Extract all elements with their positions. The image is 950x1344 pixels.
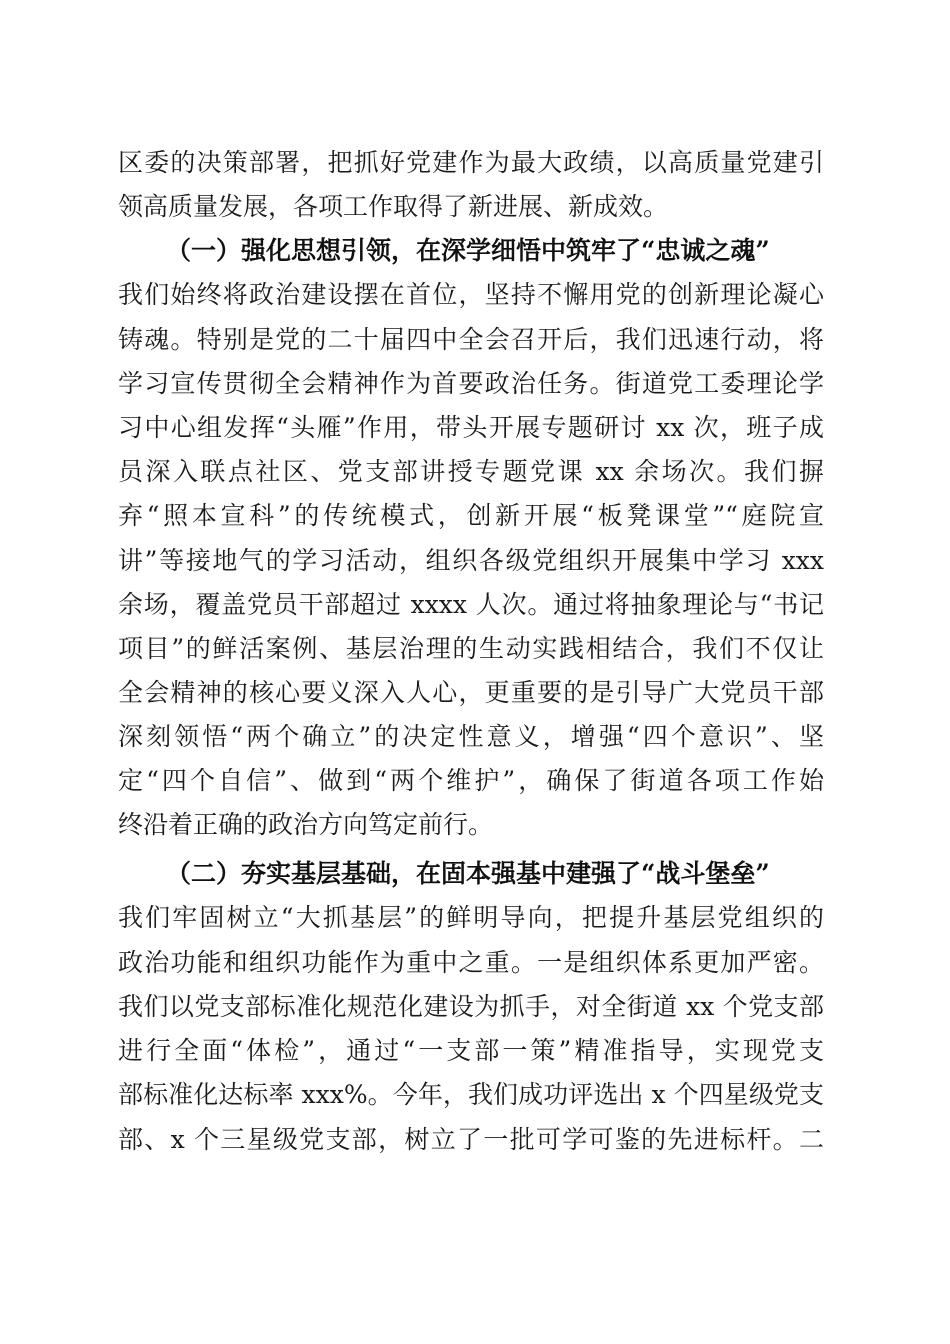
intro-line: 领高质量发展，各项工作取得了新进展、新成效。 [118, 192, 669, 221]
body-line: 余场，覆盖党员干部超过 xxxx 人次。通过将抽象理论与“书记 [118, 590, 824, 619]
body-line: 定“四个自信”、做到“两个维护”，确保了街道各项工作始 [118, 766, 824, 795]
body-line: 习中心组发挥“头雁”作用，带头开展专题研讨 xx 次，班子成 [118, 413, 824, 442]
body-line: 学习宣传贯彻全会精神作为首要政治任务。街道党工委理论学 [118, 369, 824, 398]
body-line: 员深入联点社区、党支部讲授专题党课 xx 余场次。我们摒 [118, 457, 824, 486]
body-line: 部标准化达标率 xxx%。今年，我们成功评选出 x 个四星级党支 [118, 1080, 824, 1109]
body-line: 弃“照本宣科”的传统模式，创新开展“板凳课堂”“庭院宣 [118, 501, 824, 530]
body-line: 讲”等接地气的学习活动，组织各级党组织开展集中学习 xxx [118, 546, 824, 575]
body-line: 我们始终将政治建设摆在首位，坚持不懈用党的创新理论凝心 [118, 280, 824, 309]
section-heading-1: （一）强化思想引领，在深学细悟中筑牢了“忠诚之魂” [166, 236, 770, 265]
body-line: 深刻领悟“两个确立”的决定性意义，增强“四个意识”、坚 [118, 722, 824, 751]
body-line: 政治功能和组织功能作为重中之重。一是组织体系更加严密。 [118, 948, 824, 977]
body-line: 铸魂。特别是党的二十届四中全会召开后，我们迅速行动，将 [118, 325, 824, 354]
body-line: 部、x 个三星级党支部，树立了一批可学可鉴的先进标杆。二 [118, 1125, 824, 1154]
body-line: 项目”的鲜活案例、基层治理的生动实践相结合，我们不仅让 [118, 634, 824, 663]
intro-line: 区委的决策部署，把抓好党建作为最大政绩，以高质量党建引 [118, 148, 824, 177]
body-line: 全会精神的核心要义深入人心，更重要的是引导广大党员干部 [118, 678, 824, 707]
body-line: 进行全面“体检”，通过“一支部一策”精准指导，实现党支 [118, 1036, 824, 1065]
body-line: 终沿着正确的政治方向笃定前行。 [118, 810, 494, 839]
section-heading-2: （二）夯实基层基础，在固本强基中建强了“战斗堡垒” [166, 859, 770, 888]
body-line: 我们牢固树立“大抓基层”的鲜明导向，把提升基层党组织的 [118, 903, 824, 932]
body-line: 我们以党支部标准化规范化建设为抓手，对全街道 xx 个党支部 [118, 992, 824, 1021]
